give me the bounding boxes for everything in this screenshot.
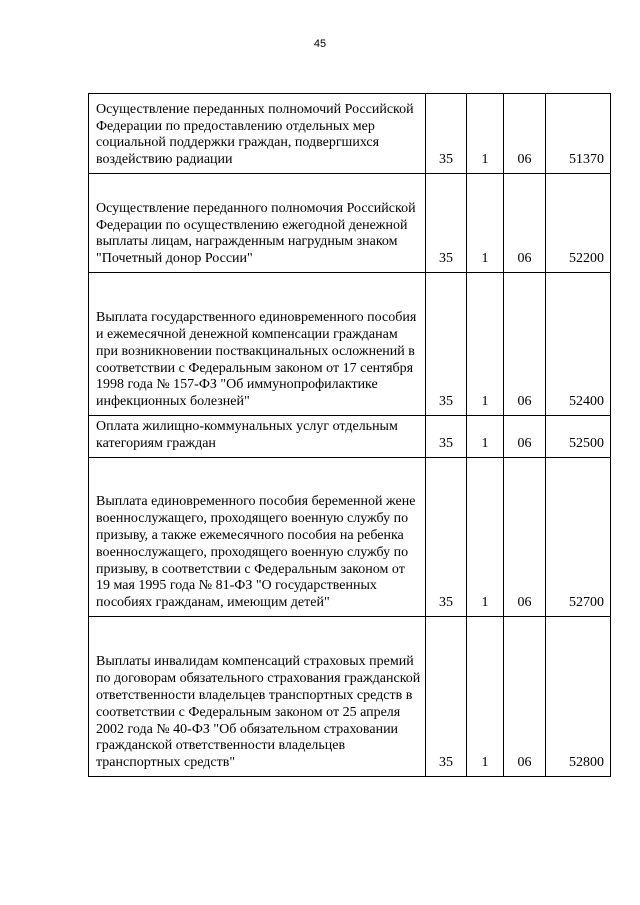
code-cell: 06 xyxy=(504,617,546,777)
budget-table xyxy=(88,93,611,777)
code-cell: 1 xyxy=(467,458,504,617)
expense-name: Осуществление переданного полномочия Российской Федерации по осуществлению ежегодной денежной выплаты лицам, награжденным нагрудным знаком "Почетный донор России" xyxy=(96,200,416,267)
expense-name: Осуществление переданных полномочий Российской Федерации по предоставлению отдельных мер социальной поддержки граждан, подвергшихся воздействию радиации xyxy=(96,101,414,168)
expense-name-cell xyxy=(89,617,426,777)
code-cell: 1 xyxy=(467,174,504,273)
table-row xyxy=(89,617,611,777)
table-row xyxy=(89,458,611,617)
code-cell: 35 xyxy=(426,617,467,777)
code-cell: 35 xyxy=(426,273,467,416)
code-cell: 06 xyxy=(504,273,546,416)
code-cell: 06 xyxy=(504,94,546,174)
code-cell: 35 xyxy=(426,458,467,617)
code-cell: 1 xyxy=(467,416,504,458)
expense-name: Оплата жилищно-коммунальных услуг отдельным категориям граждан xyxy=(96,419,398,452)
code-cell: 52800 xyxy=(546,617,611,777)
code-cell: 35 xyxy=(426,94,467,174)
expense-name-cell xyxy=(89,273,426,416)
code-cell: 52400 xyxy=(546,273,611,416)
code-cell: 1 xyxy=(467,94,504,174)
code-cell: 06 xyxy=(504,174,546,273)
code-cell: 51370 xyxy=(546,94,611,174)
code-cell: 35 xyxy=(426,174,467,273)
expense-name-cell xyxy=(89,94,426,174)
expense-name: Выплаты инвалидам компенсаций страховых премий по договорам обязательного страхования гражданской ответственности владельцев транспортных средств в соответствии с Федеральным законом от 25 апреля 2002 года № 40-ФЗ "Об обязательном страховании гражданской ответственности владельцев транспортных средств" xyxy=(96,654,421,771)
table-row xyxy=(89,94,611,174)
table-row xyxy=(89,416,611,458)
table-row xyxy=(89,174,611,273)
code-cell: 06 xyxy=(504,458,546,617)
expense-name-cell xyxy=(89,458,426,617)
expense-name-cell xyxy=(89,174,426,273)
code-cell: 35 xyxy=(426,416,467,458)
code-cell: 1 xyxy=(467,273,504,416)
code-cell: 1 xyxy=(467,617,504,777)
expense-name: Выплата государственного единовременного пособия и ежемесячной денежной компенсации гражданам при возникновении поствакцинальных осложнений в соответствии с Федеральным законом от 17 сентября 1998 года № 157-ФЗ "Об иммунопрофилактике инфекционных болезней" xyxy=(96,310,417,410)
code-cell: 52200 xyxy=(546,174,611,273)
page-number: 45 xyxy=(313,38,327,50)
expense-name-cell xyxy=(89,416,426,458)
code-cell: 06 xyxy=(504,416,546,458)
table-row xyxy=(89,273,611,416)
expense-name: Выплата единовременного пособия беременной жене военнослужащего, проходящего военную службу по призыву, а также ежемесячного пособия на ребенка военнослужащего, проходящего военную службу по призыву, в соответствии с Федеральным законом от 19 мая 1995 года № 81-ФЗ "О государственных пособиях гражданам, имеющим детей" xyxy=(96,494,416,611)
code-cell: 52500 xyxy=(546,416,611,458)
code-cell: 52700 xyxy=(546,458,611,617)
